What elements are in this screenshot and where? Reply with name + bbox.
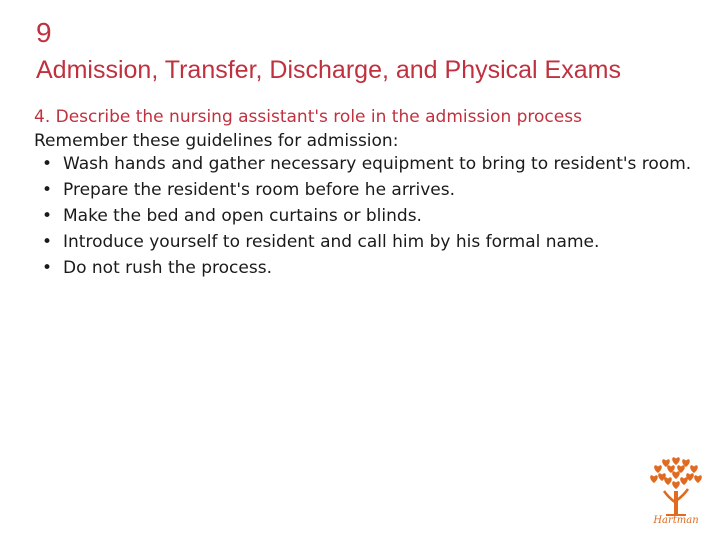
chapter-title: Admission, Transfer, Discharge, and Physical Exams (36, 56, 621, 84)
guideline-text: Prepare the resident's room before he arrives. (63, 180, 456, 200)
heart-tree-icon (638, 455, 714, 517)
bullet-icon: • (42, 258, 53, 278)
guideline-item (34, 153, 714, 176)
guidelines-list (34, 153, 714, 280)
hartman-logo (638, 455, 714, 535)
guidelines-intro: Remember these guidelines for admission: (34, 131, 399, 151)
guideline-item (34, 257, 714, 280)
heart-shape (654, 465, 662, 473)
guideline-item (34, 231, 714, 254)
bullet-icon: • (42, 206, 53, 226)
logo-wordmark: Hartman (653, 515, 699, 526)
guideline-text: Do not rush the process. (63, 258, 272, 278)
heart-shape (680, 477, 688, 485)
guideline-text: Make the bed and open curtains or blinds. (63, 206, 422, 226)
guideline-text: Introduce yourself to resident and call him by his formal name. (63, 232, 600, 252)
guideline-item (34, 179, 714, 202)
heart-shape (650, 475, 658, 483)
bullet-icon: • (42, 180, 53, 200)
heart-shape (690, 465, 698, 473)
heart-shape (672, 481, 680, 489)
learning-objective: 4. Describe the nursing assistant's role in the admission process (34, 107, 582, 127)
chapter-number: 9 (36, 17, 52, 48)
guideline-item (34, 205, 714, 228)
heart-shape (664, 477, 672, 485)
heart-shape (672, 471, 680, 479)
bullet-icon: • (42, 154, 53, 174)
slide-content (34, 106, 714, 283)
heart-shape (672, 457, 680, 465)
guideline-text: Wash hands and gather necessary equipment to bring to resident's room. (63, 154, 692, 174)
bullet-icon: • (42, 232, 53, 252)
heart-shape (694, 475, 702, 483)
